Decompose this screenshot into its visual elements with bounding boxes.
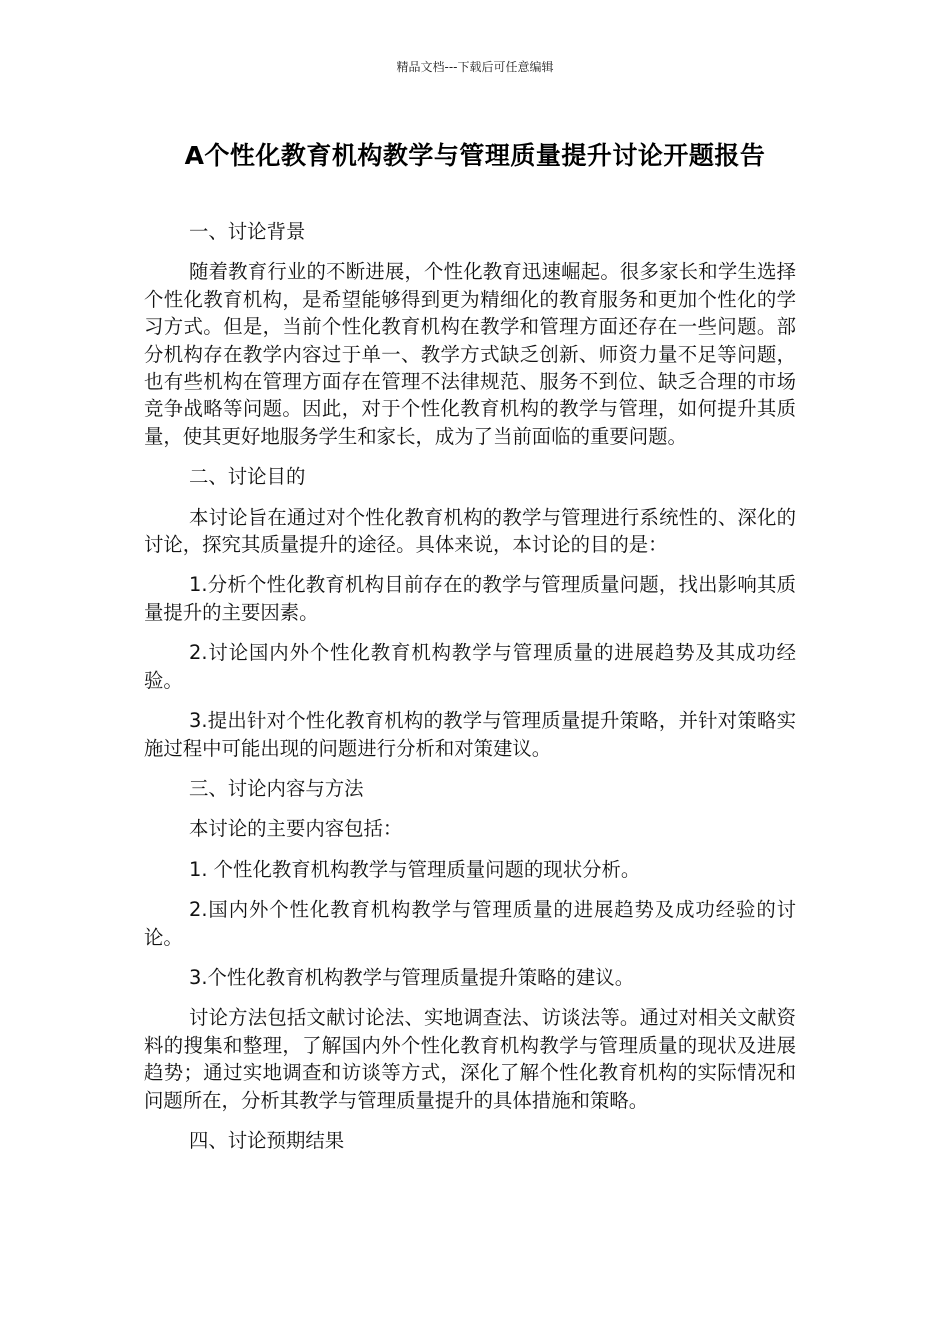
purpose-item-2: 2.讨论国内外个性化教育机构教学与管理质量的进展趋势及其成功经验。 — [144, 641, 796, 692]
document-title: A个性化教育机构教学与管理质量提升讨论开题报告 — [184, 141, 766, 170]
paragraph-content-intro: 本讨论的主要内容包括： — [189, 817, 403, 841]
section-heading-background: 一、讨论背景 — [189, 220, 306, 243]
section-heading-expected-results: 四、讨论预期结果 — [189, 1128, 345, 1152]
document-body — [144, 218, 796, 1167]
paragraph-methods: 讨论方法包括文献讨论法、实地调查法、访谈法等。通过对相关文献资料的搜集和整理，了解国内外个性化教育机构教学与管理质量的现状及进展趋势；通过实地调查和访谈等方式，深化了解个性化教育机构的实际情况和问题所在，分析其教学与管理质量提升的具体措施和策略。 — [144, 1006, 796, 1112]
content-item-3: 3.个性化教育机构教学与管理质量提升策略的建议。 — [189, 965, 635, 989]
paragraph-background: 随着教育行业的不断进展，个性化教育迅速崛起。很多家长和学生选择个性化教育机构，是希望能够得到更为精细化的教育服务和更加个性化的学习方式。但是，当前个性化教育机构在教学和管理方面还存在一些问题。部分机构存在教学内容过于单一、教学方式缺乏创新、师资力量不足等问题，也有些机构在管理方面存在管理不法律规范、服务不到位、缺乏合理的市场竞争战略等问题。因此，对于个性化教育机构的教学与管理，如何提升其质量，使其更好地服务学生和家长，成为了当前面临的重要问题。 — [144, 260, 796, 448]
content-item-2: 2.国内外个性化教育机构教学与管理质量的进展趋势及成功经验的讨论。 — [144, 898, 796, 949]
purpose-item-1: 1.分析个性化教育机构目前存在的教学与管理质量问题，找出影响其质量提升的主要因素。 — [144, 573, 796, 624]
content-item-1: 1. 个性化教育机构教学与管理质量问题的现状分析。 — [189, 857, 641, 881]
header-note: 精品文档---下载后可任意编辑 — [396, 60, 554, 74]
section-heading-content-method: 三、讨论内容与方法 — [189, 776, 364, 800]
paragraph-purpose-intro: 本讨论旨在通过对个性化教育机构的教学与管理进行系统性的、深化的讨论，探究其质量提升的途径。具体来说，本讨论的目的是： — [144, 505, 796, 557]
section-heading-purpose: 二、讨论目的 — [189, 465, 306, 489]
purpose-item-3: 3.提出针对个性化教育机构的教学与管理质量提升策略，并针对策略实施过程中可能出现的问题进行分析和对策建议。 — [144, 709, 796, 760]
